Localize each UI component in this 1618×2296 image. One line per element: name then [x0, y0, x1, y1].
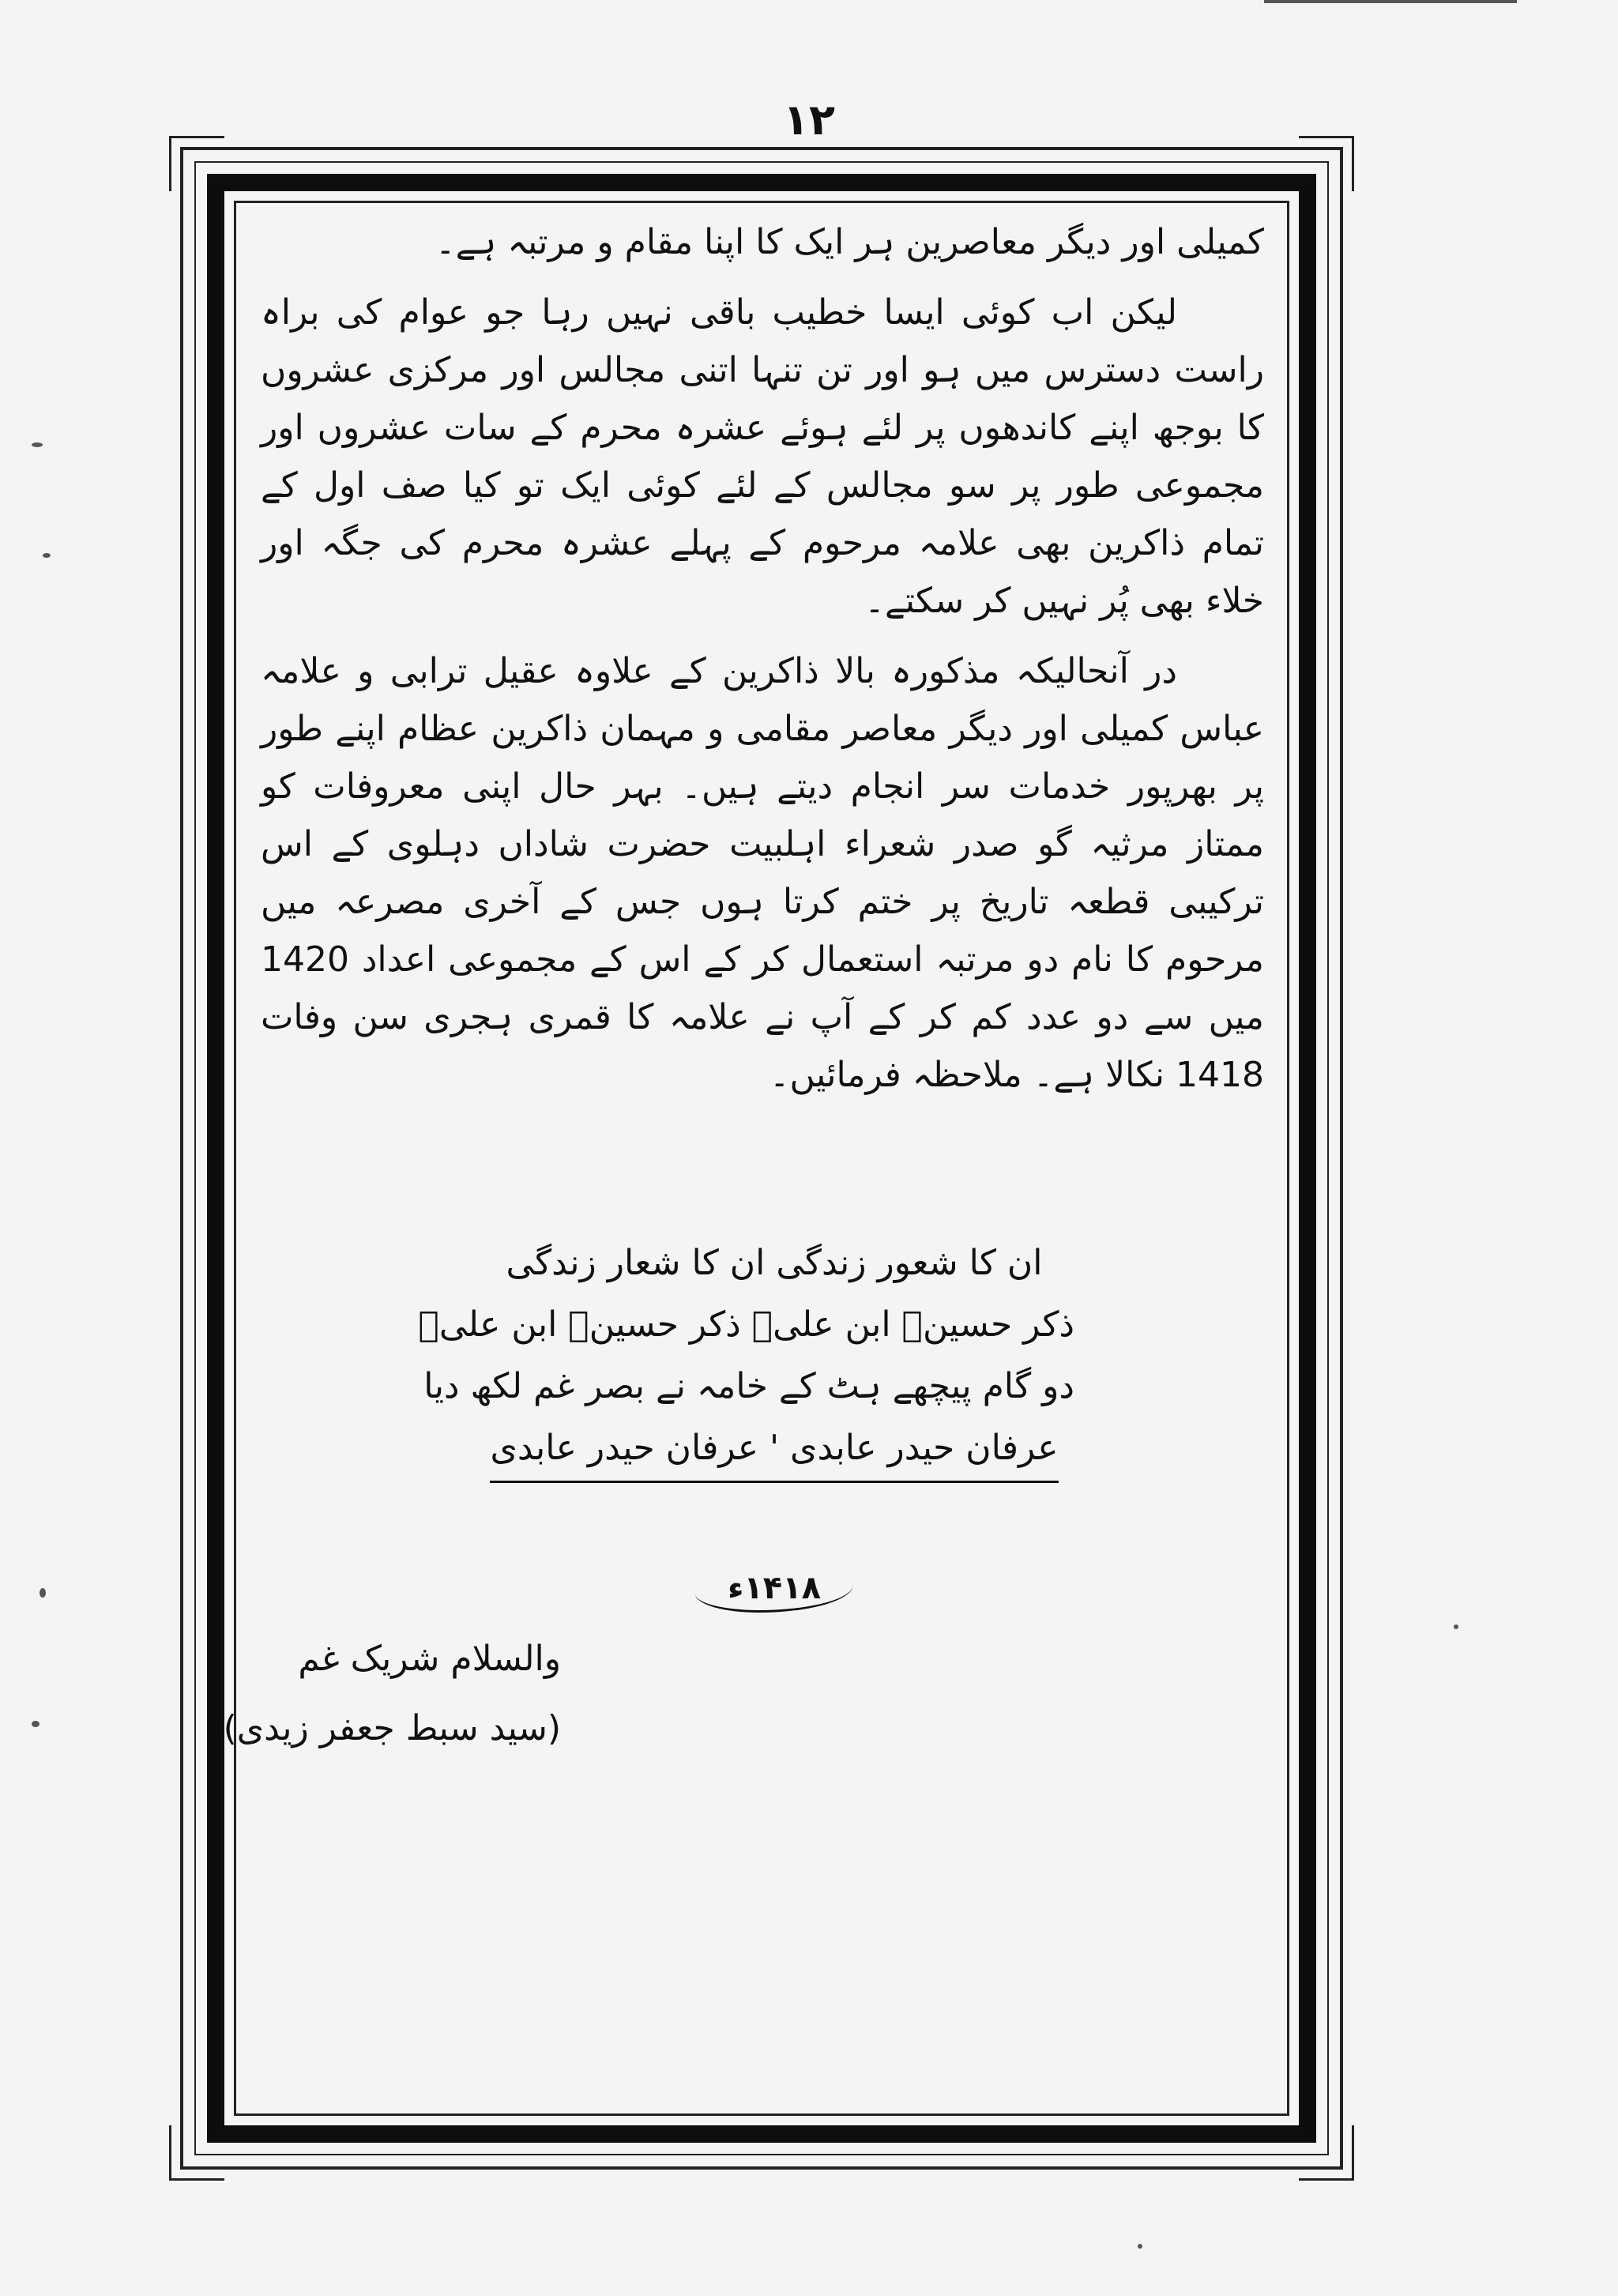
scan-speck [40, 1588, 46, 1598]
page-number: ۱۲ [783, 95, 835, 145]
paragraph: در آنحالیکہ مذکورہ بالا ذاکرین کے علاوہ عقیل ترابی و علامہ عباس کمیلی اور دیگر معاصر مقامی و مہمان ذاکرین عظام اپنے طور پر بھرپور خدمات سر انجام دیتے ہیں۔ بہر حال اپنی معروفات کو ممتاز مرثیہ گو صدر شعراء اہلبیت حضرت شاداں دہلوی کے اس ترکیبی قطعہ تاریخ پر ختم کرتا ہوں جس کے آخری مصرعہ میں مرحوم کا نام دو مرتبہ استعمال کر کے اس کے مجموعی اعداد 1420 میں سے دو عدد کم کر کے آپ نے علامہ کا قمری ہجری سن وفات 1418 نکالا ہے۔ ملاحظہ فرمائیں۔ [261, 651, 1264, 1095]
poem-line: ان کا شعور زندگی ان کا شعار زندگی [506, 1243, 1043, 1283]
chronogram-year: ۱۴۱۸ء [695, 1566, 853, 1613]
closing [223, 1624, 561, 1763]
scan-speck [32, 442, 43, 447]
poem [418, 1233, 1074, 1483]
scan-speck [1264, 0, 1517, 3]
poem-line: عرفان حیدر عابدی ' عرفان حیدر عابدی [490, 1417, 1058, 1483]
scan-speck [32, 1721, 40, 1727]
poem-line: دو گام پیچھے ہٹ کے خامہ نے بصر غم لکھ دیا [423, 1366, 1074, 1406]
scan-speck [1454, 1624, 1458, 1629]
scan-speck [43, 553, 51, 558]
paragraph: کمیلی اور دیگر معاصرین ہر ایک کا اپنا مقام و مرتبہ ہے۔ [435, 222, 1264, 262]
scan-speck [1138, 2244, 1142, 2249]
poem-line: ذکر حسینؑ ابن علیؑ ذکر حسینؑ ابن علیؑ [418, 1304, 1074, 1345]
signature: (سید سبط جعفر زیدی) [223, 1708, 561, 1748]
salutation: والسلام شریک غم [298, 1639, 561, 1679]
body-text [261, 213, 1264, 1104]
paragraph: لیکن اب کوئی ایسا خطیب باقی نہیں رہا جو عوام کی براہ راست دسترس میں ہو اور تن تنہا اتنی مجالس اور مرکزی عشروں کا بوجھ اپنے کاندھوں پر لئے ہوئے عشرہ محرم کے سات عشروں اور مجموعی طور پر سو مجالس کے لئے کوئی ایک تو کیا صف اول کے تمام ذاکرین بھی علامہ مرحوم کے پہلے عشرہ محرم کی جگہ اور خلاء بھی پُر نہیں کر سکتے۔ [261, 292, 1264, 621]
